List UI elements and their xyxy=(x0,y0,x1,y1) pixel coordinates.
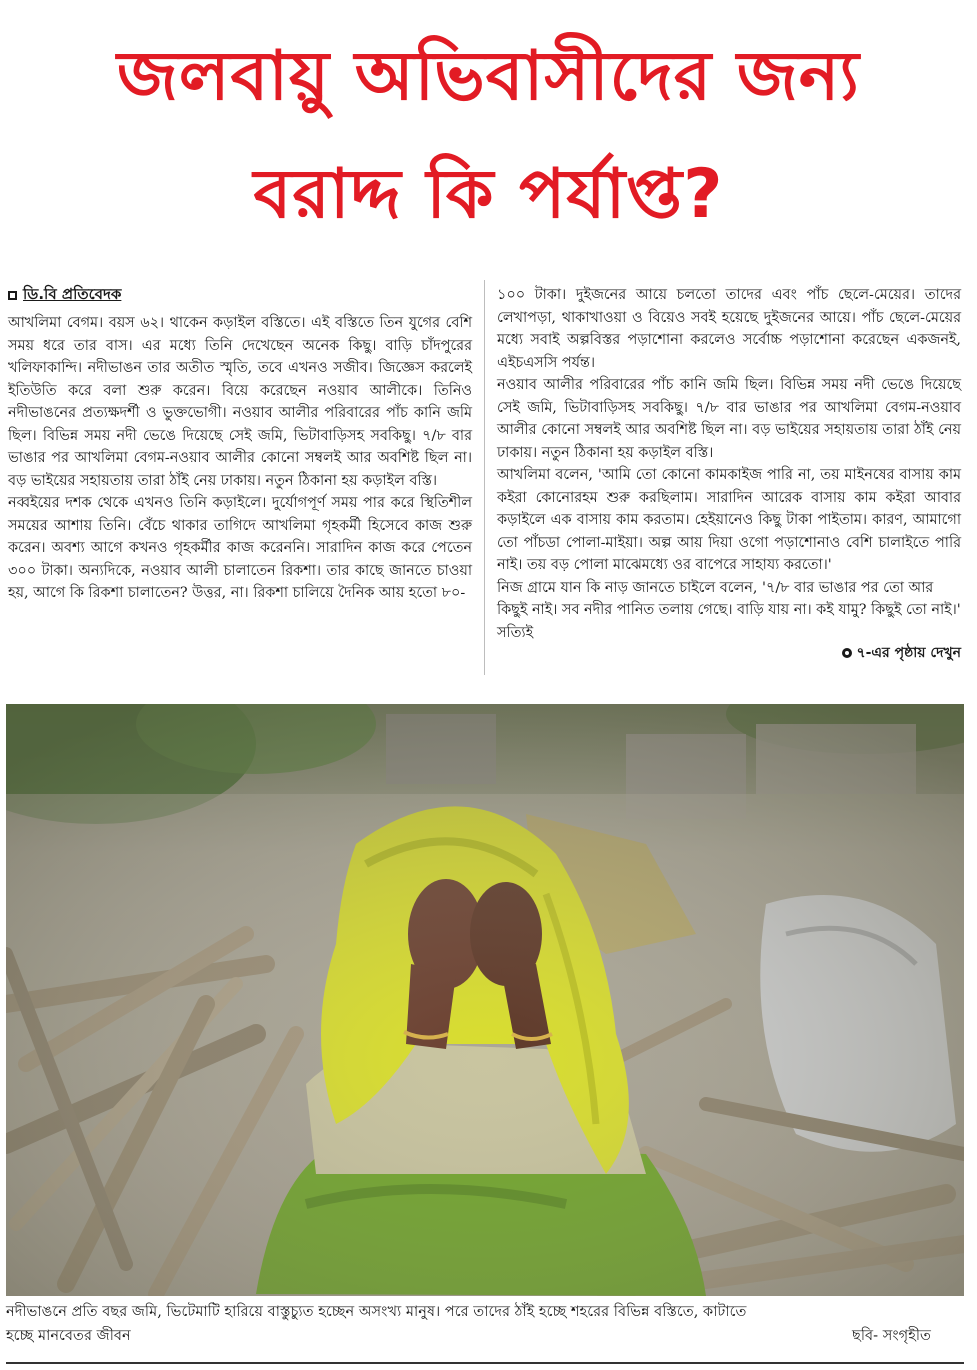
square-bullet-icon xyxy=(8,291,17,300)
headline-line-2: বরাদ্দ কি পর্যাপ্ত? xyxy=(253,155,724,234)
paragraph: আখলিমা বলেন, 'আমি তো কোনো কামকাইজ পারি না, তয় মাইনষের বাসায় কাম কইরা কোনোরহম শুরু করছিলাম। সারাদিন আরেক বাসায় কাম কইরা আবার কড়াইলে এক বাসায় কাম করতাম। হেইয়ানেও কিছু টাকা পাইতাম। কারণ, আমাগো তো পাঁচডা পোলা-মাইয়া। অল্প আয় দিয়া ওগো পড়াশোনাও বেশি চালাইতে পারি নাই। তয় বড় পোলা মাঝেমধ্যে ওর বাপেরে সাহায্য করতো।' xyxy=(497,467,961,573)
photo-credit: ছবি- সংগৃহীত xyxy=(852,1327,931,1344)
article-column-left xyxy=(8,312,472,605)
bottom-rule xyxy=(6,1362,964,1364)
paragraph: নব্বইয়ের দশক থেকে এখনও তিনি কড়াইলে। দুর্যোগপূর্ণ সময় পার করে স্থিতিশীল সময়ের আশায় তিনি। বেঁচে থাকার তাগিদে আখলিমা গৃহকর্মী হিসেবে কাজ শুরু করেন। অবশ্য আগে কখনও গৃহকর্মীর কাজ করেননি। সারাদিন কাজ করে পেতেন ৩০০ টাকা। অন্যদিকে, নওয়াব আলী চালাতেন রিকশা। তার কাছে জানতে চাওয়া হয়, আগে কি রিকশা চালাতেন? উত্তর, না। রিকশা চালিয়ে দৈনিক আয় হতো ৮০- xyxy=(8,495,472,601)
circle-bullet-icon xyxy=(842,648,852,658)
caption-line-1: নদীভাঙনে প্রতি বছর জমি, ভিটেমাটি হারিয়ে বাস্তুচ্যুত হচ্ছেন অসংখ্য মানুষ। পরে তাদের ঠাঁই হচ্ছে শহরের বিভিন্ন বস্তিতে, কাটাতে xyxy=(6,1303,747,1320)
caption-line-2: হচ্ছে মানবেতর জীবন xyxy=(6,1327,131,1344)
article-column-right xyxy=(497,284,961,665)
byline xyxy=(8,283,478,308)
article-photo xyxy=(6,704,964,1296)
column-divider xyxy=(484,280,485,675)
paragraph: ১০০ টাকা। দুইজনের আয়ে চলতো তাদের এবং পাঁচ ছেলে-মেয়ের। তাদের লেখাপড়া, থাকাখাওয়া ও বিয়েও সবই হয়েছে দুইজনের আয়ে। পাঁচ ছেলে-মেয়ের মধ্যে সবাই অল্পবিস্তর পড়াশোনা করলেও সর্বোচ্চ পড়াশোনা করেছেন একজনই, এইচএসসি পর্যন্ত। xyxy=(497,287,961,371)
paragraph: নওয়াব আলীর পরিবারের পাঁচ কানি জমি ছিল। বিভিন্ন সময় নদী ভেঙে দিয়েছে সেই জমি, ভিটাবাড়িসহ সবকিছু। ৭/৮ বার ভাঙার পর আখলিমা বেগম-নওয়াব আলীর কোনো সম্বলই আর অবশিষ্ট ছিল না। বড় ভাইয়ের সহায়তায় তারা ঠাঁই নেয় ঢাকায়। নতুন ঠিকানা হয় কড়াইল বস্তি। xyxy=(497,377,961,461)
headline xyxy=(0,18,977,254)
continued-text: ৭-এর পৃষ্ঠায় দেখুন xyxy=(856,645,961,661)
paragraph: আখলিমা বেগম। বয়স ৬২। থাকেন কড়াইল বস্তিতে। এই বস্তিতে তিন যুগের বেশি সময় ধরে তার বাস। এর মধ্যে তিনি দেখেছেন অনেক কিছু। বাড়ি চাঁদপুরের খলিফাকান্দি। নদীভাঙন তার অতীত স্মৃতি, তবে এখনও সজীব। জিজ্ঞেস করলেই ইতিউতি করে বলা শুরু করেন। বিয়ে করেছেন নওয়াব আলীকে। তিনিও নদীভাঙনের প্রত্যক্ষদর্শী ও ভুক্তভোগী। নওয়াব আলীর পরিবারের পাঁচ কানি জমি ছিল। বিভিন্ন সময় নদী ভেঙে দিয়েছে সেই জমি, ভিটাবাড়িসহ সবকিছু। ৭/৮ বার ভাঙার পর আখলিমা বেগম-নওয়াব আলীর কোনো সম্বলই আর অবশিষ্ট ছিল না। বড় ভাইয়ের সহায়তায় তারা ঠাঁই নেয় ঢাকায়। নতুন ঠিকানা হয় কড়াইল বস্তি। xyxy=(8,315,472,489)
final-line xyxy=(497,577,961,645)
continued-link[interactable] xyxy=(842,645,961,661)
woman-crying-photo xyxy=(6,704,964,1296)
byline-text: ডি.বি প্রতিবেদক xyxy=(23,285,122,303)
headline-line-1: জলবায়ু অভিবাসীদের জন্য xyxy=(116,37,861,116)
photo-caption xyxy=(6,1300,961,1348)
paragraph: নিজ গ্রামে যান কি নাড় জানতে চাইলে বলেন, '৭/৮ বার ভাঙার পর তো আর কিছুই নাই। সব নদীর পানিত তলায় গেছে। বাড়ি যায় না। কই যামু? কিছুই তো নাই।' সত্যিই xyxy=(497,579,961,641)
